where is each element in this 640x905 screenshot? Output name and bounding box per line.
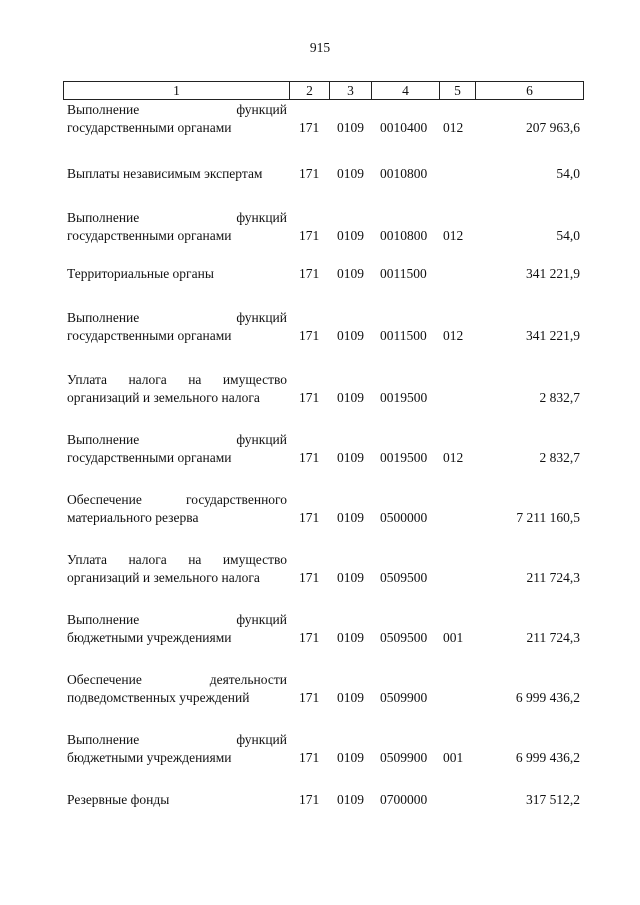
header-row bbox=[64, 82, 584, 100]
column-header-table bbox=[63, 81, 584, 100]
cell-c2: 171 bbox=[299, 510, 320, 525]
cell-c3: 0109 bbox=[337, 328, 364, 343]
row-name-line-1: Уплата налога на имущество bbox=[67, 372, 287, 387]
cell-c6: 2 832,7 bbox=[539, 450, 580, 465]
row-name-line-2: государственными органами bbox=[67, 228, 232, 243]
cell-c3: 0109 bbox=[337, 630, 364, 645]
cell-c4: 0500000 bbox=[380, 510, 428, 525]
row-name-line-1: Выполнение функций bbox=[67, 102, 287, 117]
header-col-3: 3 bbox=[330, 82, 372, 100]
cell-c2: 171 bbox=[299, 690, 320, 705]
cell-c3: 0109 bbox=[337, 266, 364, 281]
cell-c6: 54,0 bbox=[556, 166, 580, 181]
row-name bbox=[67, 431, 287, 467]
cell-c4: 0509500 bbox=[380, 630, 428, 645]
cell-c3: 0109 bbox=[337, 690, 364, 705]
cell-c5: 012 bbox=[443, 450, 464, 465]
cell-c5: 012 bbox=[443, 120, 464, 135]
cell-c2: 171 bbox=[299, 390, 320, 405]
cell-c3: 0109 bbox=[337, 120, 364, 135]
cell-c6: 211 724,3 bbox=[526, 630, 580, 645]
cell-c6: 6 999 436,2 bbox=[515, 690, 580, 705]
cell-c6: 54,0 bbox=[556, 228, 580, 243]
row-name-line-1: Обеспечение государственного bbox=[67, 492, 287, 507]
cell-c4: 0019500 bbox=[380, 450, 428, 465]
header-col-4: 4 bbox=[372, 82, 440, 100]
cell-c5: 001 bbox=[443, 750, 464, 765]
row-name-line-1: Территориальные органы bbox=[67, 266, 214, 281]
cell-c4: 0010800 bbox=[380, 228, 428, 243]
row-name bbox=[67, 101, 287, 137]
page-number: 915 bbox=[309, 40, 331, 55]
cell-c4: 0509900 bbox=[380, 690, 428, 705]
cell-c6: 6 999 436,2 bbox=[515, 750, 580, 765]
cell-c2: 171 bbox=[299, 630, 320, 645]
cell-c4: 0509900 bbox=[380, 750, 428, 765]
cell-c6: 207 963,6 bbox=[526, 120, 580, 135]
cell-c4: 0509500 bbox=[380, 570, 428, 585]
cell-c3: 0109 bbox=[337, 510, 364, 525]
row-name bbox=[67, 209, 287, 245]
cell-c2: 171 bbox=[299, 328, 320, 343]
cell-c3: 0109 bbox=[337, 792, 364, 807]
row-name bbox=[67, 371, 287, 407]
cell-c6: 341 221,9 bbox=[526, 328, 580, 343]
row-name-line-2: бюджетными учреждениями bbox=[67, 750, 232, 765]
row-name-line-2: государственными органами bbox=[67, 120, 232, 135]
cell-c2: 171 bbox=[299, 570, 320, 585]
row-name-line-2: бюджетными учреждениями bbox=[67, 630, 232, 645]
cell-c4: 0011500 bbox=[380, 266, 427, 281]
row-name bbox=[67, 671, 287, 707]
header-col-2: 2 bbox=[290, 82, 330, 100]
cell-c2: 171 bbox=[299, 228, 320, 243]
header-col-6: 6 bbox=[476, 82, 584, 100]
cell-c3: 0109 bbox=[337, 390, 364, 405]
cell-c4: 0010400 bbox=[380, 120, 428, 135]
row-name-line-1: Выполнение функций bbox=[67, 310, 287, 325]
header-col-1: 1 bbox=[64, 82, 290, 100]
row-name-line-1: Резервные фонды bbox=[67, 792, 170, 807]
row-name-line-2: государственными органами bbox=[67, 328, 232, 343]
cell-c4: 0010800 bbox=[380, 166, 428, 181]
cell-c5: 012 bbox=[443, 228, 464, 243]
row-name-line-2: государственными органами bbox=[67, 450, 232, 465]
row-name-line-1: Уплата налога на имущество bbox=[67, 552, 287, 567]
row-name-line-2: подведомственных учреждений bbox=[67, 690, 250, 705]
cell-c6: 317 512,2 bbox=[526, 792, 580, 807]
row-name bbox=[67, 309, 287, 345]
cell-c5: 001 bbox=[443, 630, 464, 645]
row-name-line-2: организаций и земельного налога bbox=[67, 390, 260, 405]
row-name-line-1: Выполнение функций bbox=[67, 210, 287, 225]
header-col-5: 5 bbox=[440, 82, 476, 100]
row-name-line-1: Выполнение функций bbox=[67, 432, 287, 447]
cell-c2: 171 bbox=[299, 266, 320, 281]
cell-c2: 171 bbox=[299, 750, 320, 765]
cell-c2: 171 bbox=[299, 450, 320, 465]
cell-c2: 171 bbox=[299, 120, 320, 135]
cell-c3: 0109 bbox=[337, 228, 364, 243]
cell-c4: 0019500 bbox=[380, 390, 428, 405]
cell-c2: 171 bbox=[299, 792, 320, 807]
row-name bbox=[67, 491, 287, 527]
cell-c6: 341 221,9 bbox=[526, 266, 580, 281]
cell-c6: 211 724,3 bbox=[526, 570, 580, 585]
row-name-line-2: организаций и земельного налога bbox=[67, 570, 260, 585]
row-name-line-1: Выплаты независимым экспертам bbox=[67, 166, 263, 181]
cell-c3: 0109 bbox=[337, 750, 364, 765]
row-name-line-1: Выполнение функций bbox=[67, 732, 287, 747]
cell-c5: 012 bbox=[443, 328, 464, 343]
cell-c3: 0109 bbox=[337, 450, 364, 465]
cell-c4: 0700000 bbox=[380, 792, 428, 807]
row-name bbox=[67, 791, 287, 809]
row-name bbox=[67, 165, 287, 183]
cell-c3: 0109 bbox=[337, 570, 364, 585]
cell-c6: 7 211 160,5 bbox=[516, 510, 580, 525]
cell-c6: 2 832,7 bbox=[539, 390, 580, 405]
row-name-line-1: Обеспечение деятельности bbox=[67, 672, 287, 687]
cell-c4: 0011500 bbox=[380, 328, 427, 343]
row-name bbox=[67, 265, 287, 283]
cell-c3: 0109 bbox=[337, 166, 364, 181]
row-name-line-1: Выполнение функций bbox=[67, 612, 287, 627]
row-name-line-2: материального резерва bbox=[67, 510, 199, 525]
cell-c2: 171 bbox=[299, 166, 320, 181]
row-name bbox=[67, 611, 287, 647]
row-name bbox=[67, 551, 287, 587]
row-name bbox=[67, 731, 287, 767]
